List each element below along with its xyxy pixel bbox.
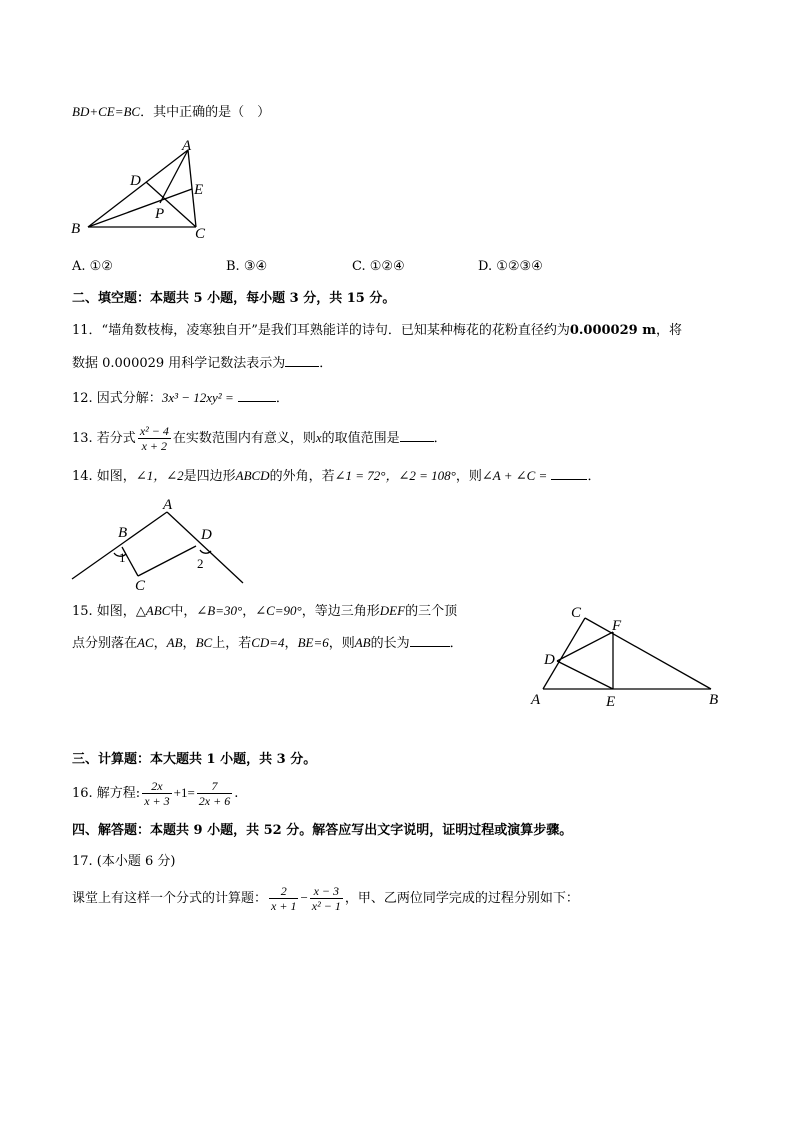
q14-label-2: 2 [197, 556, 204, 571]
q10-label-p: P [155, 206, 165, 222]
q14-label-a: A [163, 497, 173, 513]
q13-line: 13. 若分式 $\frac{\text{x² − 4}}{x + 2}$ 在实数范围内有意义，则x的取值范围是 ． [72, 424, 447, 453]
q14-line: 14. 如图，∠1，∠2是四边形ABCD的外角，若∠1 = 72°，∠2 = 108°，则∠A + ∠C = ． [72, 468, 601, 484]
q11-line-1: 11．“墙角数枝梅，凌寒独自开”是我们耳熟能详的诗句．已知某种梅花的花粉直径约为0.000029 m，将 [72, 323, 682, 338]
q10-label-c: C [195, 226, 206, 242]
q14-label-c: C [135, 578, 146, 594]
q13-fraction: $\frac{\text{x² − 4}}{x + 2}$ [139, 424, 169, 453]
q17-line: 课堂上有这样一个分式的计算题： $\frac{2}{x + 1}$ − $\frac{x - 3}{\text{x² − 1}}$ ，甲、乙两位同学完成的过程分别如下： [72, 884, 579, 913]
q15-label-f: F [612, 618, 622, 634]
q15-line-2: 点分别落在AC，AB，BC上，若CD=4，BE=6，则AB的长为 ． [72, 635, 463, 651]
q15-label-b: B [709, 692, 719, 708]
q10-text: ．其中正确的是（ ） [140, 105, 271, 120]
q15-side-de [557, 661, 613, 689]
q16-fraction-left: $\frac{2x}{x + 3}$ [144, 779, 170, 808]
q14-label-d: D [201, 527, 212, 543]
q15-side-cb [585, 618, 711, 689]
q15-label-c: C [571, 605, 582, 621]
q10-label-d: D [130, 173, 141, 189]
q10-option-d[interactable]: D. ①②③④ [478, 259, 543, 274]
section-3-heading: 三、计算题：本大题共 1 小题，共 3 分。 [72, 752, 317, 767]
q15-label-e: E [606, 694, 616, 710]
q15-line-1: 15. 如图，△ABC中，∠B=30°，∠C=90°，等边三角形DEF的三个顶 [72, 603, 458, 619]
q12-line: 12. 因式分解：3x³ − 12xy² = ． [72, 390, 289, 406]
q14-label-1: 1 [119, 550, 126, 565]
q15-side-df [557, 632, 613, 661]
q14-label-b: B [118, 525, 128, 541]
q10-math: BD+CE=BC [72, 104, 141, 119]
q17-title: 17. (本小题 6 分) [72, 854, 176, 869]
section-4-heading: 四、解答题：本题共 9 小题，共 52 分。解答应写出文字说明，证明过程或演算步骤。 [72, 823, 573, 838]
q10-label-a: A [182, 138, 192, 154]
q17-fraction-right: $\frac{x - 3}{\text{x² − 1}}$ [311, 884, 341, 913]
q15-label-d: D [544, 652, 555, 668]
section-2-heading: 二、填空题：本题共 5 小题，每小题 3 分，共 15 分。 [72, 291, 396, 306]
q16-fraction-right: $\frac{7}{2x + 6}$ [198, 779, 231, 808]
q17-fraction-left: $\frac{2}{x + 1}$ [271, 884, 297, 913]
q10-label-e: E [194, 182, 204, 198]
q11-line-2: 数据 0.000029 用科学记数法表示为 ． [72, 356, 333, 371]
q16-line: 16. 解方程: $\frac{2x}{x + 3}$ +1= $\frac{7}{2x + 6}$ . [72, 779, 239, 808]
q10-label-b: B [71, 221, 81, 237]
q15-label-a: A [531, 692, 541, 708]
q10-option-a[interactable]: A. ①② [72, 259, 113, 274]
q10-option-c[interactable]: C. ①②④ [352, 259, 405, 274]
q10-option-b[interactable]: B. ③④ [226, 259, 268, 274]
